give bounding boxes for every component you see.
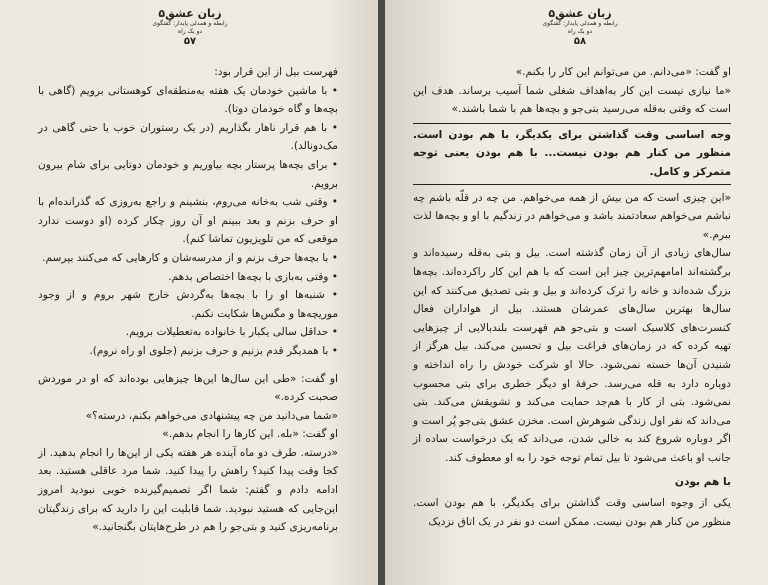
- list-item: • وقتی به‌بازی با بچه‌ها اختصاص بدهم.: [168, 270, 338, 283]
- list-item: • شنبه‌ها او را با بچه‌ها به‌گردش خارج شهر بروم و از وجود موریچه‌ها و مگس‌ها شکایت نکنم.: [38, 289, 338, 320]
- paragraph: سال‌های زیادی از آن زمان گذشته است. بیل و بتی به‌قله رسیده‌اند و برگشته‌اند امامهم‌ترین چیز این است که با هم این کار راکرده‌اند. بچه‌ها بزرگ شده‌اند و خانه را ترک کرده‌اند و بیل و بتی تصدیق می‌کنند که این سال‌ها بهترین سال‌های عمرشان هستند. بیل از هواداران فعال کنسرت‌های کلاسیک است و بتی‌جو هم فهرست بلندبالایی از چیزهایی تهیه کرده که در زمان‌های فراغت بیل و تحسین می‌کند. بیل هرگز از شنیدن آن‌ها خسته نمی‌شود. حالا او شرکت خودش را راه انداخته و دوباره دارد به قله می‌رسد. حرفهٔ او دیگر خطری برای بتی محسوب نمی‌شود. بتی از کار با هم‌جد حمایت می‌کند و تشویقش می‌کند. بتی می‌داند که نفر اول زندگی شوهرش است. مخزن عشق بتی‌جو پُر است و اگر دوباره شروع کند به خالی شدن، می‌داند که یک درخواست ساده از جانب او باعث می‌شود تا بیل تمام توجه خود را به او معطوف کند.: [413, 247, 731, 464]
- page-number: ۵۷: [183, 36, 197, 47]
- paragraph: «درسته. طرف دو ماه آینده هر هفته یکی از این‌ها را انجام بدهید. از کجا وقت پیدا کنید؟ راهش را پیدا کنید. شما مرد عاقلی هستید. بعد ادامه دادم و گفتم: شما اگر تصمیم‌گیرنده خوبی نبودید امروز این‌جایی که هستید نبودید. شما قابلیت این را دارید که برای زندگیتان برنامه‌ریزی کنید و بتی‌جو را هم در طرح‌هایتان بگنجانید.»: [38, 446, 338, 534]
- list-item: • با ماشین خودمان یک هفته به‌منطقه‌ای کوهستانی برویم (گاهی با بچه‌ها و گاه خودمان دوتا).: [38, 84, 338, 116]
- book-subtitle: رابطه و همدلی پایدار: گفتگوی دو یک راه: [542, 20, 618, 35]
- list-item: • وقتی شب به‌خانه می‌روم، بنشینم و راجع به‌روزی که گذرانده‌ام با او حرف بزنم و بعد ببینم او آن روز چکار کرده (او دوست ندارد موقعی که من تلویزیون تماشا کنم).: [38, 196, 338, 246]
- running-header-right: [540, 8, 620, 48]
- paragraph: «ما نیازی نیست این کار به‌اهداف شغلی شما آسیب برساند. هدف این است که وقتی به‌قله می‌رسید بتی‌جو و بچه‌ها هم با شما باشند.»: [413, 84, 731, 116]
- right-page: [385, 0, 768, 585]
- paragraph: «این چیزی است که من بیش از همه می‌خواهم. من چه در قلّه باشم چه نباشم می‌خواهم سعادتمند باشد و می‌خواهم در زندگیم با او و بچه‌ها لذت ببرم.»: [413, 191, 731, 241]
- book-title: زبان عشق۵: [548, 7, 612, 20]
- highlight-box: وجه اساسی وقت گذاشتن برای یکدیگر، با هم بودن است. منظور من کنار هم بودن نیست... با هم بودن یعنی توجه متمرکز و کامل.: [413, 123, 731, 185]
- list-item: • با همدیگر قدم بزنیم و حرف بزنیم (جلوی او راه نروم).: [89, 344, 338, 357]
- left-page-body: [38, 63, 338, 537]
- page-number: ۵۸: [573, 36, 587, 47]
- list-item: • برای بچه‌ها پرستار بچه بیاوریم و خودمان دوتایی برای شام بیرون برویم.: [38, 158, 338, 190]
- right-page-body: [413, 63, 731, 531]
- paragraph: «شما می‌دانید من چه پیشنهادی می‌خواهم بکنم، درسته؟»: [85, 409, 338, 422]
- paragraph: او گفت: «می‌دانم. من می‌توانم این کار را بکنم.»: [515, 66, 731, 78]
- list-item: • با بچه‌ها حرف بزنم و از مدرسه‌شان و کارهایی که می‌کنند بپرسم.: [42, 251, 338, 264]
- list-item: • با هم قرار ناهار بگذاریم (در یک رستوران خوب یا حتی گاهی در مک‌دونالد).: [38, 121, 338, 153]
- section-heading: با هم بودن: [674, 476, 731, 489]
- paragraph: او گفت: «طی این سال‌ها این‌ها چیزهایی بوده‌اند که او در موردش صحبت کرده.»: [38, 372, 338, 404]
- list-item: • حداقل سالی یکبار با خانواده به‌تعطیلات برویم.: [125, 326, 338, 339]
- running-header-left: [150, 8, 230, 48]
- bill-list: [38, 82, 338, 361]
- left-page: [0, 0, 380, 585]
- book-title: زبان عشق۵: [158, 7, 222, 20]
- list-intro: فهرست بیل از این قرار بود:: [214, 66, 338, 78]
- paragraph: یکی از وجوه اساسی وقت گذاشتن برای یکدیگر، با هم بودن است. منظور من کنار هم بودن نیست. ممکن است دو نفر در یک اتاق نزدیک: [413, 497, 731, 528]
- paragraph: او گفت: «بله. این کارها را انجام بدهم.»: [162, 428, 338, 441]
- book-subtitle: رابطه و همدلی پایدار: گفتگوی دو یک راه: [152, 20, 228, 35]
